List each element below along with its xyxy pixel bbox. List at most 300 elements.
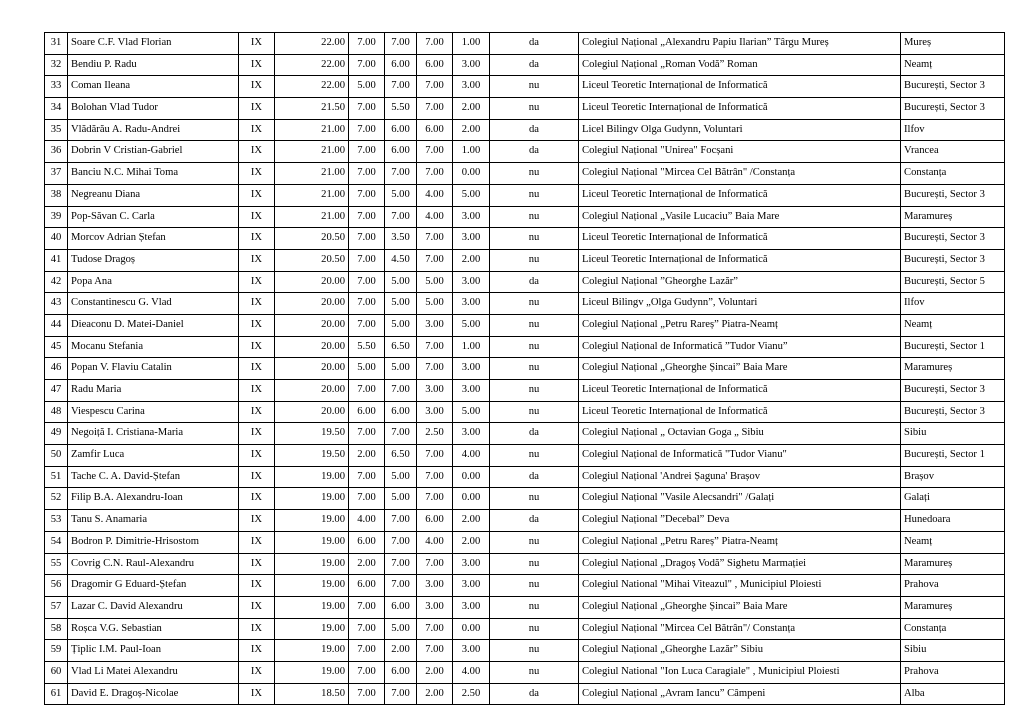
problem-1-score-cell: 5.50	[349, 336, 385, 358]
school-cell: Colegiul Național ”Gheorghe Lazăr”	[579, 271, 901, 293]
total-score-cell: 22.00	[275, 33, 349, 55]
problem-2-score-cell: 6.00	[385, 119, 417, 141]
table-row	[45, 33, 1005, 55]
table-row	[45, 184, 1005, 206]
school-cell: Colegiul Național „Avram Iancu” Câmpeni	[579, 683, 901, 705]
table-row	[45, 98, 1005, 120]
table-row	[45, 206, 1005, 228]
bonus-flag-cell: nu	[490, 98, 579, 120]
problem-1-score-cell: 7.00	[349, 661, 385, 683]
bonus-flag-cell: da	[490, 466, 579, 488]
rank-cell: 61	[45, 683, 68, 705]
problem-2-score-cell: 7.00	[385, 575, 417, 597]
problem-1-score-cell: 6.00	[349, 531, 385, 553]
name-cell: Mocanu Stefania	[68, 336, 239, 358]
problem-3-score-cell: 4.00	[417, 184, 453, 206]
county-cell: Constanța	[901, 163, 1005, 185]
rank-cell: 60	[45, 661, 68, 683]
bonus-flag-cell: da	[490, 510, 579, 532]
class-cell: IX	[239, 423, 275, 445]
rank-cell: 53	[45, 510, 68, 532]
bonus-flag-cell: nu	[490, 249, 579, 271]
rank-cell: 43	[45, 293, 68, 315]
school-cell: Liceul Teoretic Internațional de Informatică	[579, 76, 901, 98]
problem-3-score-cell: 7.00	[417, 336, 453, 358]
problem-3-score-cell: 3.00	[417, 575, 453, 597]
school-cell: Colegiul Național „Alexandru Papiu Ilarian” Târgu Mureș	[579, 33, 901, 55]
problem-2-score-cell: 6.50	[385, 336, 417, 358]
county-cell: București, Sector 5	[901, 271, 1005, 293]
class-cell: IX	[239, 553, 275, 575]
problem-2-score-cell: 4.50	[385, 249, 417, 271]
problem-3-score-cell: 2.00	[417, 661, 453, 683]
rank-cell: 42	[45, 271, 68, 293]
problem-3-score-cell: 3.00	[417, 314, 453, 336]
problem-4-score-cell: 2.00	[453, 119, 490, 141]
problem-3-score-cell: 2.50	[417, 423, 453, 445]
county-cell: Prahova	[901, 575, 1005, 597]
problem-1-score-cell: 6.00	[349, 401, 385, 423]
rank-cell: 46	[45, 358, 68, 380]
school-cell: Colegiul Național „Gheorghe Șincai” Baia Mare	[579, 596, 901, 618]
county-cell: Sibiu	[901, 640, 1005, 662]
problem-4-score-cell: 3.00	[453, 76, 490, 98]
table-row	[45, 336, 1005, 358]
bonus-flag-cell: nu	[490, 596, 579, 618]
problem-2-score-cell: 7.00	[385, 553, 417, 575]
school-cell: Liceul Bilingv „Olga Gudynn”, Voluntari	[579, 293, 901, 315]
rank-cell: 49	[45, 423, 68, 445]
name-cell: Negoiță I. Cristiana-Maria	[68, 423, 239, 445]
class-cell: IX	[239, 54, 275, 76]
problem-2-score-cell: 6.00	[385, 661, 417, 683]
problem-2-score-cell: 7.00	[385, 163, 417, 185]
problem-3-score-cell: 7.00	[417, 98, 453, 120]
problem-1-score-cell: 5.00	[349, 76, 385, 98]
problem-1-score-cell: 7.00	[349, 423, 385, 445]
problem-2-score-cell: 5.50	[385, 98, 417, 120]
name-cell: Dobrin V Cristian-Gabriel	[68, 141, 239, 163]
problem-1-score-cell: 7.00	[349, 141, 385, 163]
problem-3-score-cell: 7.00	[417, 249, 453, 271]
problem-4-score-cell: 2.50	[453, 683, 490, 705]
bonus-flag-cell: nu	[490, 293, 579, 315]
county-cell: București, Sector 3	[901, 184, 1005, 206]
name-cell: Constantinescu G. Vlad	[68, 293, 239, 315]
school-cell: Liceul Teoretic Internațional de Informatică	[579, 249, 901, 271]
table-row	[45, 531, 1005, 553]
bonus-flag-cell: nu	[490, 76, 579, 98]
class-cell: IX	[239, 380, 275, 402]
problem-1-score-cell: 5.00	[349, 358, 385, 380]
problem-2-score-cell: 5.00	[385, 488, 417, 510]
rank-cell: 39	[45, 206, 68, 228]
problem-1-score-cell: 7.00	[349, 640, 385, 662]
bonus-flag-cell: nu	[490, 163, 579, 185]
name-cell: Zamfir Luca	[68, 445, 239, 467]
total-score-cell: 20.00	[275, 336, 349, 358]
problem-1-score-cell: 7.00	[349, 314, 385, 336]
school-cell: Colegiul Național "Vasile Alecsandri" /Galați	[579, 488, 901, 510]
problem-1-score-cell: 7.00	[349, 54, 385, 76]
school-cell: Colegiul Național „Gheorghe Lazăr” Sibiu	[579, 640, 901, 662]
problem-2-score-cell: 5.00	[385, 293, 417, 315]
name-cell: Vlad Li Matei Alexandru	[68, 661, 239, 683]
class-cell: IX	[239, 76, 275, 98]
table-row	[45, 293, 1005, 315]
problem-3-score-cell: 7.00	[417, 33, 453, 55]
county-cell: Mureș	[901, 33, 1005, 55]
school-cell: Colegiul Național de Informatică ”Tudor Vianu”	[579, 336, 901, 358]
problem-2-score-cell: 5.00	[385, 271, 417, 293]
total-score-cell: 21.50	[275, 98, 349, 120]
problem-2-score-cell: 7.00	[385, 510, 417, 532]
problem-1-score-cell: 7.00	[349, 33, 385, 55]
table-row	[45, 510, 1005, 532]
rank-cell: 47	[45, 380, 68, 402]
problem-3-score-cell: 3.00	[417, 596, 453, 618]
county-cell: Neamț	[901, 314, 1005, 336]
problem-3-score-cell: 7.00	[417, 141, 453, 163]
table-row	[45, 596, 1005, 618]
rank-cell: 50	[45, 445, 68, 467]
problem-4-score-cell: 4.00	[453, 445, 490, 467]
problem-2-score-cell: 5.00	[385, 358, 417, 380]
problem-1-score-cell: 6.00	[349, 575, 385, 597]
total-score-cell: 22.00	[275, 54, 349, 76]
problem-4-score-cell: 5.00	[453, 314, 490, 336]
problem-2-score-cell: 7.00	[385, 76, 417, 98]
problem-4-score-cell: 3.00	[453, 553, 490, 575]
results-table	[44, 32, 1005, 705]
problem-4-score-cell: 4.00	[453, 661, 490, 683]
bonus-flag-cell: nu	[490, 575, 579, 597]
school-cell: Liceul Teoretic Internațional de Informatică	[579, 401, 901, 423]
rank-cell: 59	[45, 640, 68, 662]
problem-1-score-cell: 7.00	[349, 249, 385, 271]
problem-4-score-cell: 3.00	[453, 423, 490, 445]
problem-3-score-cell: 7.00	[417, 76, 453, 98]
table-row	[45, 423, 1005, 445]
problem-3-score-cell: 7.00	[417, 445, 453, 467]
total-score-cell: 19.00	[275, 488, 349, 510]
school-cell: Colegiul Național 'Andrei Șaguna' Brașov	[579, 466, 901, 488]
school-cell: Colegiul Național „Vasile Lucaciu” Baia Mare	[579, 206, 901, 228]
bonus-flag-cell: nu	[490, 661, 579, 683]
county-cell: București, Sector 3	[901, 380, 1005, 402]
problem-2-score-cell: 5.00	[385, 184, 417, 206]
total-score-cell: 21.00	[275, 184, 349, 206]
problem-1-score-cell: 7.00	[349, 683, 385, 705]
total-score-cell: 21.00	[275, 119, 349, 141]
bonus-flag-cell: da	[490, 423, 579, 445]
problem-3-score-cell: 7.00	[417, 488, 453, 510]
class-cell: IX	[239, 314, 275, 336]
total-score-cell: 20.50	[275, 228, 349, 250]
problem-4-score-cell: 1.00	[453, 336, 490, 358]
name-cell: Țiplic I.M. Paul-Ioan	[68, 640, 239, 662]
problem-3-score-cell: 4.00	[417, 531, 453, 553]
total-score-cell: 20.00	[275, 271, 349, 293]
name-cell: Soare C.F. Vlad Florian	[68, 33, 239, 55]
school-cell: Colegiul Național "Unirea" Focșani	[579, 141, 901, 163]
class-cell: IX	[239, 466, 275, 488]
problem-4-score-cell: 3.00	[453, 358, 490, 380]
rank-cell: 31	[45, 33, 68, 55]
table-row	[45, 228, 1005, 250]
rank-cell: 44	[45, 314, 68, 336]
total-score-cell: 20.50	[275, 249, 349, 271]
class-cell: IX	[239, 640, 275, 662]
class-cell: IX	[239, 336, 275, 358]
problem-1-score-cell: 7.00	[349, 206, 385, 228]
problem-1-score-cell: 7.00	[349, 380, 385, 402]
problem-3-score-cell: 6.00	[417, 54, 453, 76]
school-cell: Colegiul Național "Mircea Cel Bătrân"/ Constanța	[579, 618, 901, 640]
bonus-flag-cell: nu	[490, 336, 579, 358]
problem-1-score-cell: 7.00	[349, 618, 385, 640]
problem-3-score-cell: 5.00	[417, 271, 453, 293]
problem-4-score-cell: 2.00	[453, 249, 490, 271]
bonus-flag-cell: nu	[490, 640, 579, 662]
bonus-flag-cell: da	[490, 33, 579, 55]
problem-2-score-cell: 2.00	[385, 640, 417, 662]
name-cell: Roșca V.G. Sebastian	[68, 618, 239, 640]
name-cell: Popan V. Flaviu Catalin	[68, 358, 239, 380]
problem-2-score-cell: 5.00	[385, 314, 417, 336]
problem-4-score-cell: 0.00	[453, 488, 490, 510]
county-cell: Maramureș	[901, 553, 1005, 575]
county-cell: București, Sector 3	[901, 98, 1005, 120]
bonus-flag-cell: nu	[490, 445, 579, 467]
bonus-flag-cell: nu	[490, 553, 579, 575]
name-cell: David E. Dragoș-Nicolae	[68, 683, 239, 705]
problem-1-score-cell: 7.00	[349, 119, 385, 141]
total-score-cell: 19.00	[275, 640, 349, 662]
class-cell: IX	[239, 445, 275, 467]
problem-2-score-cell: 6.00	[385, 54, 417, 76]
rank-cell: 33	[45, 76, 68, 98]
problem-3-score-cell: 4.00	[417, 206, 453, 228]
class-cell: IX	[239, 206, 275, 228]
rank-cell: 48	[45, 401, 68, 423]
class-cell: IX	[239, 184, 275, 206]
problem-1-score-cell: 7.00	[349, 163, 385, 185]
total-score-cell: 19.00	[275, 510, 349, 532]
total-score-cell: 20.00	[275, 314, 349, 336]
school-cell: Liceul Teoretic Internațional de Informatică	[579, 184, 901, 206]
bonus-flag-cell: da	[490, 119, 579, 141]
rank-cell: 34	[45, 98, 68, 120]
table-row	[45, 314, 1005, 336]
total-score-cell: 19.00	[275, 575, 349, 597]
county-cell: Brașov	[901, 466, 1005, 488]
rank-cell: 45	[45, 336, 68, 358]
name-cell: Tanu S. Anamaria	[68, 510, 239, 532]
bonus-flag-cell: nu	[490, 531, 579, 553]
problem-1-score-cell: 7.00	[349, 271, 385, 293]
class-cell: IX	[239, 618, 275, 640]
name-cell: Viespescu Carina	[68, 401, 239, 423]
total-score-cell: 19.00	[275, 596, 349, 618]
total-score-cell: 20.00	[275, 401, 349, 423]
school-cell: Licel Bilingv Olga Gudynn, Voluntari	[579, 119, 901, 141]
name-cell: Tache C. A. David-Ștefan	[68, 466, 239, 488]
total-score-cell: 19.00	[275, 618, 349, 640]
problem-1-score-cell: 7.00	[349, 596, 385, 618]
problem-2-score-cell: 6.00	[385, 401, 417, 423]
name-cell: Negreanu Diana	[68, 184, 239, 206]
school-cell: Colegiul Național „Gheorghe Șincai” Baia Mare	[579, 358, 901, 380]
county-cell: București, Sector 1	[901, 336, 1005, 358]
rank-cell: 52	[45, 488, 68, 510]
county-cell: Maramureș	[901, 206, 1005, 228]
total-score-cell: 19.00	[275, 466, 349, 488]
rank-cell: 54	[45, 531, 68, 553]
problem-3-score-cell: 7.00	[417, 163, 453, 185]
name-cell: Radu Maria	[68, 380, 239, 402]
county-cell: Ilfov	[901, 293, 1005, 315]
rank-cell: 57	[45, 596, 68, 618]
problem-4-score-cell: 3.00	[453, 206, 490, 228]
county-cell: Maramureș	[901, 596, 1005, 618]
table-row	[45, 466, 1005, 488]
bonus-flag-cell: da	[490, 141, 579, 163]
rank-cell: 51	[45, 466, 68, 488]
school-cell: Colegiul Național "Mircea Cel Bătrân" /Constanța	[579, 163, 901, 185]
problem-4-score-cell: 5.00	[453, 184, 490, 206]
bonus-flag-cell: nu	[490, 401, 579, 423]
table-row	[45, 488, 1005, 510]
county-cell: Prahova	[901, 661, 1005, 683]
problem-1-score-cell: 7.00	[349, 184, 385, 206]
class-cell: IX	[239, 33, 275, 55]
name-cell: Bolohan Vlad Tudor	[68, 98, 239, 120]
table-row	[45, 553, 1005, 575]
problem-2-score-cell: 7.00	[385, 683, 417, 705]
problem-2-score-cell: 7.00	[385, 380, 417, 402]
problem-3-score-cell: 5.00	[417, 293, 453, 315]
problem-3-score-cell: 7.00	[417, 553, 453, 575]
school-cell: Colegiul Național „Dragoș Vodă” Sighetu Marmației	[579, 553, 901, 575]
rank-cell: 37	[45, 163, 68, 185]
problem-3-score-cell: 2.00	[417, 683, 453, 705]
bonus-flag-cell: nu	[490, 618, 579, 640]
problem-4-score-cell: 2.00	[453, 531, 490, 553]
rank-cell: 55	[45, 553, 68, 575]
problem-2-score-cell: 6.00	[385, 596, 417, 618]
problem-3-score-cell: 3.00	[417, 380, 453, 402]
class-cell: IX	[239, 488, 275, 510]
bonus-flag-cell: nu	[490, 380, 579, 402]
problem-4-score-cell: 0.00	[453, 618, 490, 640]
table-row	[45, 271, 1005, 293]
class-cell: IX	[239, 293, 275, 315]
table-row	[45, 249, 1005, 271]
county-cell: București, Sector 3	[901, 76, 1005, 98]
name-cell: Lazar C. David Alexandru	[68, 596, 239, 618]
problem-4-score-cell: 0.00	[453, 163, 490, 185]
rank-cell: 38	[45, 184, 68, 206]
problem-1-score-cell: 2.00	[349, 553, 385, 575]
name-cell: Filip B.A. Alexandru-Ioan	[68, 488, 239, 510]
class-cell: IX	[239, 510, 275, 532]
problem-3-score-cell: 7.00	[417, 358, 453, 380]
county-cell: Vrancea	[901, 141, 1005, 163]
rank-cell: 58	[45, 618, 68, 640]
name-cell: Tudose Dragoș	[68, 249, 239, 271]
class-cell: IX	[239, 575, 275, 597]
class-cell: IX	[239, 98, 275, 120]
school-cell: Liceul Teoretic Internațional de Informatică	[579, 228, 901, 250]
name-cell: Popa Ana	[68, 271, 239, 293]
total-score-cell: 21.00	[275, 141, 349, 163]
class-cell: IX	[239, 163, 275, 185]
class-cell: IX	[239, 249, 275, 271]
rank-cell: 36	[45, 141, 68, 163]
class-cell: IX	[239, 141, 275, 163]
county-cell: Sibiu	[901, 423, 1005, 445]
table-row	[45, 54, 1005, 76]
class-cell: IX	[239, 531, 275, 553]
problem-2-score-cell: 7.00	[385, 423, 417, 445]
problem-3-score-cell: 6.00	[417, 510, 453, 532]
table-body	[45, 33, 1005, 705]
total-score-cell: 19.50	[275, 423, 349, 445]
class-cell: IX	[239, 228, 275, 250]
problem-1-score-cell: 7.00	[349, 98, 385, 120]
problem-3-score-cell: 6.00	[417, 119, 453, 141]
rank-cell: 35	[45, 119, 68, 141]
problem-4-score-cell: 3.00	[453, 596, 490, 618]
name-cell: Coman Ileana	[68, 76, 239, 98]
table-row	[45, 575, 1005, 597]
name-cell: Covrig C.N. Raul-Alexandru	[68, 553, 239, 575]
problem-3-score-cell: 3.00	[417, 401, 453, 423]
problem-2-score-cell: 5.00	[385, 618, 417, 640]
total-score-cell: 20.00	[275, 380, 349, 402]
school-cell: Liceul Teoretic Internațional de Informatică	[579, 98, 901, 120]
table-row	[45, 683, 1005, 705]
school-cell: Colegiul National "Mihai Viteazul" , Municipiul Ploiesti	[579, 575, 901, 597]
problem-4-score-cell: 0.00	[453, 466, 490, 488]
school-cell: Colegiul Național „Petru Rareș” Piatra-Neamț	[579, 531, 901, 553]
bonus-flag-cell: nu	[490, 206, 579, 228]
problem-1-score-cell: 7.00	[349, 228, 385, 250]
school-cell: Colegiul Național de Informatică "Tudor Vianu"	[579, 445, 901, 467]
name-cell: Pop-Săvan C. Carla	[68, 206, 239, 228]
county-cell: București, Sector 3	[901, 228, 1005, 250]
bonus-flag-cell: nu	[490, 184, 579, 206]
table-row	[45, 163, 1005, 185]
total-score-cell: 18.50	[275, 683, 349, 705]
class-cell: IX	[239, 358, 275, 380]
problem-4-score-cell: 3.00	[453, 380, 490, 402]
problem-4-score-cell: 3.00	[453, 640, 490, 662]
rank-cell: 32	[45, 54, 68, 76]
problem-3-score-cell: 7.00	[417, 228, 453, 250]
total-score-cell: 20.00	[275, 293, 349, 315]
problem-4-score-cell: 5.00	[453, 401, 490, 423]
county-cell: București, Sector 3	[901, 249, 1005, 271]
problem-2-score-cell: 5.00	[385, 466, 417, 488]
class-cell: IX	[239, 661, 275, 683]
bonus-flag-cell: da	[490, 271, 579, 293]
name-cell: Vlădărău A. Radu-Andrei	[68, 119, 239, 141]
problem-3-score-cell: 7.00	[417, 466, 453, 488]
table-row	[45, 76, 1005, 98]
bonus-flag-cell: nu	[490, 228, 579, 250]
